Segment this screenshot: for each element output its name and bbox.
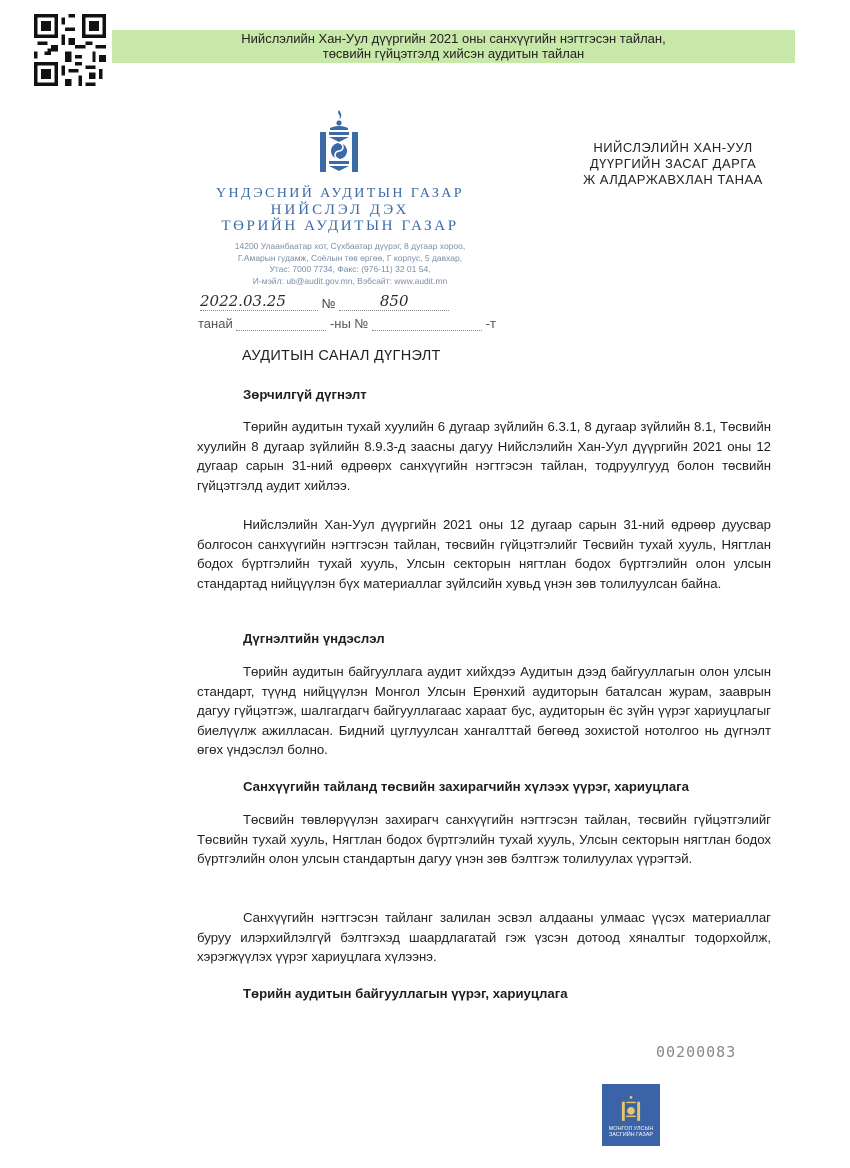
document-title: АУДИТЫН САНАЛ ДҮГНЭЛТ [242, 348, 441, 364]
registration-no-label: № [321, 296, 336, 311]
contact-address-2: Г.Амарын гудамж, Соёлын төв өргөө, Г корпус, 5 давхар, [237, 252, 463, 263]
reply-suffix: -т [485, 316, 496, 331]
reply-prefix: танай [198, 316, 233, 331]
registration-date: 2022.03.25 [200, 292, 286, 310]
paragraph-basis: Төрийн аудитын байгууллага аудит хийхдээ Аудитын дээд байгууллагын олон улсын стандарт, түүнд нийцүүлэн Монгол Улсын Ерөнхий аудиторын баталсан журам, зааврын дагуу гүйцэтгэж, шалгагдагч байгууллагаас хараат бус, аудиторын ёс зүйн үүрэг хариуцлагыг биелүүлж ажилласан. Бидний цуглуулсан хангалттай бөгөөд зохистой нотолгоо нь дүгнэлт өгөх үндэслэл болно. [197, 664, 771, 757]
paragraph-management-responsibility-1: Төсвийн төвлөрүүлэн захирагч санхүүгийн нэгтгэсэн тайлан, төсвийн гүйцэтгэлийг Төсвийн тухай хууль, Нягтлан бодох бүртгэлийн тухай хууль, Улсын секторын нягтлан бодох бүртгэлийн олон улсын стандартын дагуу үнэн зөв бэлтгэж толилуулах үүрэгтэй. [197, 812, 771, 866]
paragraph-opinion: Нийслэлийн Хан-Уул дүүргийн 2021 оны 12 дугаар сарын 31-ний өдрөөр дуусвар болгосон санхүүгийн нэгтгэсэн тайлан, төсвийн гүйцэтгэлийг Төсвийн тухай хууль, Нягтлан бодох бүртгэлийн тухай хууль, Улсын секторын нягтлан бодох бүртгэлийн олон улсын стандартад нийцүүлэн бүх материаллаг зүйлсийн хувьд үнэн зөв толилуулсан байна. [197, 517, 771, 591]
contact-address-1: 14200 Улаанбаатар хот, Сүхбаатар дүүрэг, 8 дугаар хороо, [234, 241, 466, 251]
issuer-line-3: ТӨРИЙН АУДИТЫН ГАЗАР [221, 218, 459, 234]
addressee-line-2: ДҮҮРГИЙН ЗАСАГ ДАРГА [589, 156, 757, 171]
registration-line [200, 292, 449, 311]
addressee-block [548, 140, 798, 188]
contact-phone: Утас: 7000 7734, Факс: (976-11) 32 01 54, [269, 264, 431, 274]
government-stamp [602, 1084, 660, 1146]
banner-line-1: Нийслэлийн Хан-Уул дүүргийн 2021 оны санхүүгийн нэгтгэсэн тайлан, [241, 31, 666, 46]
issuer-line-2: НИЙСЛЭЛ ДЭХ [270, 202, 410, 218]
issuer-header [190, 186, 490, 234]
soyombo-emblem-icon [316, 108, 362, 178]
section-heading-basis: Дүгнэлтийн үндэслэл [243, 631, 385, 646]
addressee-line-3: Ж АЛДАРЖАВХЛАН ТАНАА [583, 172, 763, 187]
report-banner [112, 30, 795, 63]
stamp-line-2: ЗАСГИЙН ГАЗАР [608, 1132, 654, 1138]
government-emblem-icon [620, 1090, 642, 1124]
paragraph-management-responsibility-2: Санхүүгийн нэгтгэсэн тайланг залилан эсвэл алдааны улмаас үүсэх материаллаг буруу илэрхийлэлгүй бэлтгэхэд шаардлагатай гэж үзсэн дотоод хяналтыг тодорхойлж, хэрэгжүүлэх үүрэг хариуцлага хүлээнэ. [197, 910, 771, 964]
reply-mid: -ны № [329, 316, 369, 331]
section-heading-auditor-responsibility: Төрийн аудитын байгууллагын үүрэг, хариуцлага [243, 986, 568, 1001]
qr-code [34, 14, 106, 86]
section-heading-unqualified-opinion: Зөрчилгүй дүгнэлт [243, 387, 367, 402]
stamp-line-1: МОНГОЛ УЛСЫН [608, 1126, 654, 1132]
banner-line-2: төсвийн гүйцэтгэлд хийсэн аудитын тайлан [322, 46, 585, 61]
contact-email: И-мэйл: ub@audit.gov.mn, Вэбсайт: www.audit.mn [252, 275, 448, 286]
paragraph-audit-scope: Төрийн аудитын тухай хуулийн 6 дугаар зүйлийн 6.3.1, 8 дугаар зүйлийн 8.1, Төсвийн хуулийн 8 дугаар зүйлийн 8.9.3-д заасны дагуу Нийслэлийн Хан-Уул дүүргийн 2021 оны 12 дугаар сарын 31-ний өдрөөрх санхүүгийн нэгтгэсэн тайлан, тодруулгууд болон төсвийн гүйцэтгэлд аудит хийлээ. [197, 419, 771, 493]
reply-reference-line [198, 316, 496, 331]
addressee-line-1: НИЙСЛЭЛИЙН ХАН-УУЛ [593, 140, 753, 155]
issuer-line-1: ҮНДЭСНИЙ АУДИТЫН ГАЗАР [216, 186, 464, 201]
section-heading-management-responsibility: Санхүүгийн тайланд төсвийн захирагчийн хүлээх үүрэг, хариуцлага [243, 779, 690, 794]
issuer-contact [210, 241, 490, 287]
serial-number: 00200083 [656, 1043, 737, 1061]
registration-number: 850 [379, 292, 409, 310]
